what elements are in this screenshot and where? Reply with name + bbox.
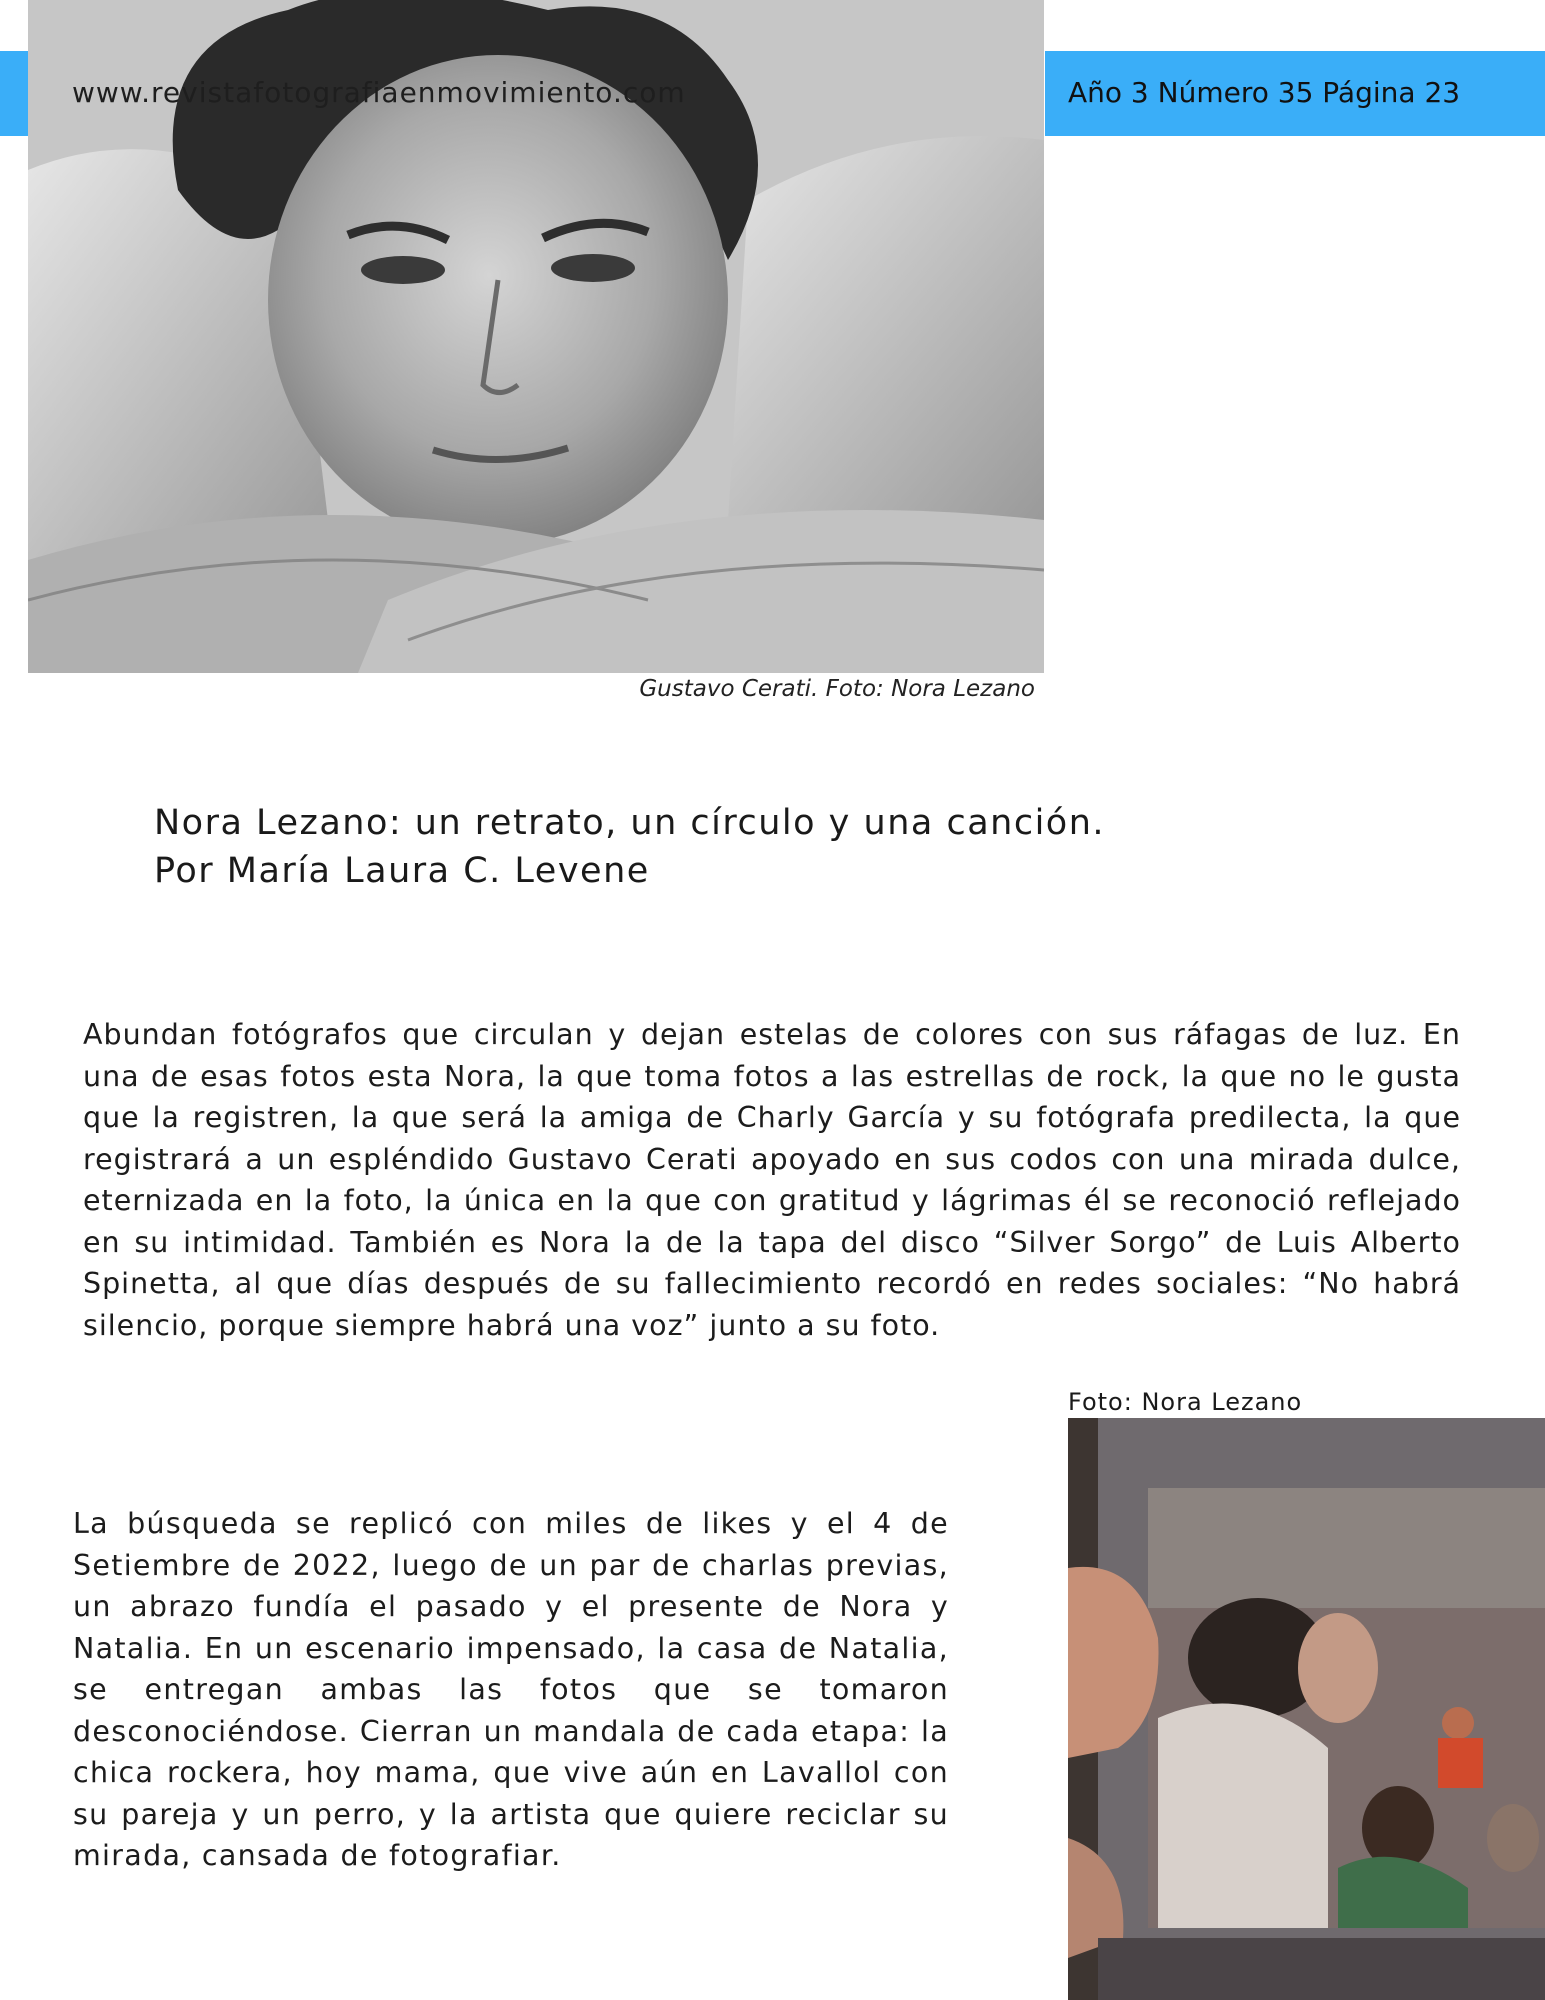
article-heading xyxy=(154,799,1105,895)
article-title: Nora Lezano: un retrato, un círculo y una canción. xyxy=(154,803,1106,843)
article-paragraph-1: Abundan fotógrafos que circulan y dejan estelas de colores con sus ráfagas de luz. En una de esas fotos esta Nora, la que toma fotos a las estrellas de rock, la que no le gusta que la registren, la que será la amiga de Charly García y su fotógrafa predilecta, la que registrará a un espléndido Gustavo Cerati apoyado en sus codos con una mirada dulce, eternizada en la foto, la única en la que con gratitud y lágrimas él se reconoció reflejado en su intimidad. También es Nora la de la tapa del disco “Silver Sorgo” de Luis Alberto Spinetta, al que días después de su fallecimiento recordó en redes sociales: “No habrá silencio, porque siempre habrá una voz” junto a su foto. xyxy=(83,1018,1461,1342)
article-byline: Por María Laura C. Levene xyxy=(154,851,650,891)
issue-page-info: Año 3 Número 35 Página 23 xyxy=(1068,76,1461,109)
site-url[interactable]: www.revistafotografiaenmovimiento.com xyxy=(72,76,686,109)
handheld-photo xyxy=(1068,1418,1545,2000)
article-paragraph-2: La búsqueda se replicó con miles de likes y el 4 de Setiembre de 2022, luego de un par de charlas previas, un abrazo fundía el pasado y el presente de Nora y Natalia. En un escenario impensado, la casa de Natalia, se entregan ambas las fotos que se tomaron desconociéndose. Cierran un mandala de cada etapa: la chica rockera, hoy mama, que vive aún en Lavallol con su pareja y un perro, y la artista que quiere reciclar su mirada, cansada de fotografiar. xyxy=(73,1507,949,1872)
header-left-accent-bar xyxy=(0,51,28,136)
portrait-caption: Gustavo Cerati. Foto: Nora Lezano xyxy=(639,676,1035,702)
second-photo-caption: Foto: Nora Lezano xyxy=(1068,1388,1303,1416)
